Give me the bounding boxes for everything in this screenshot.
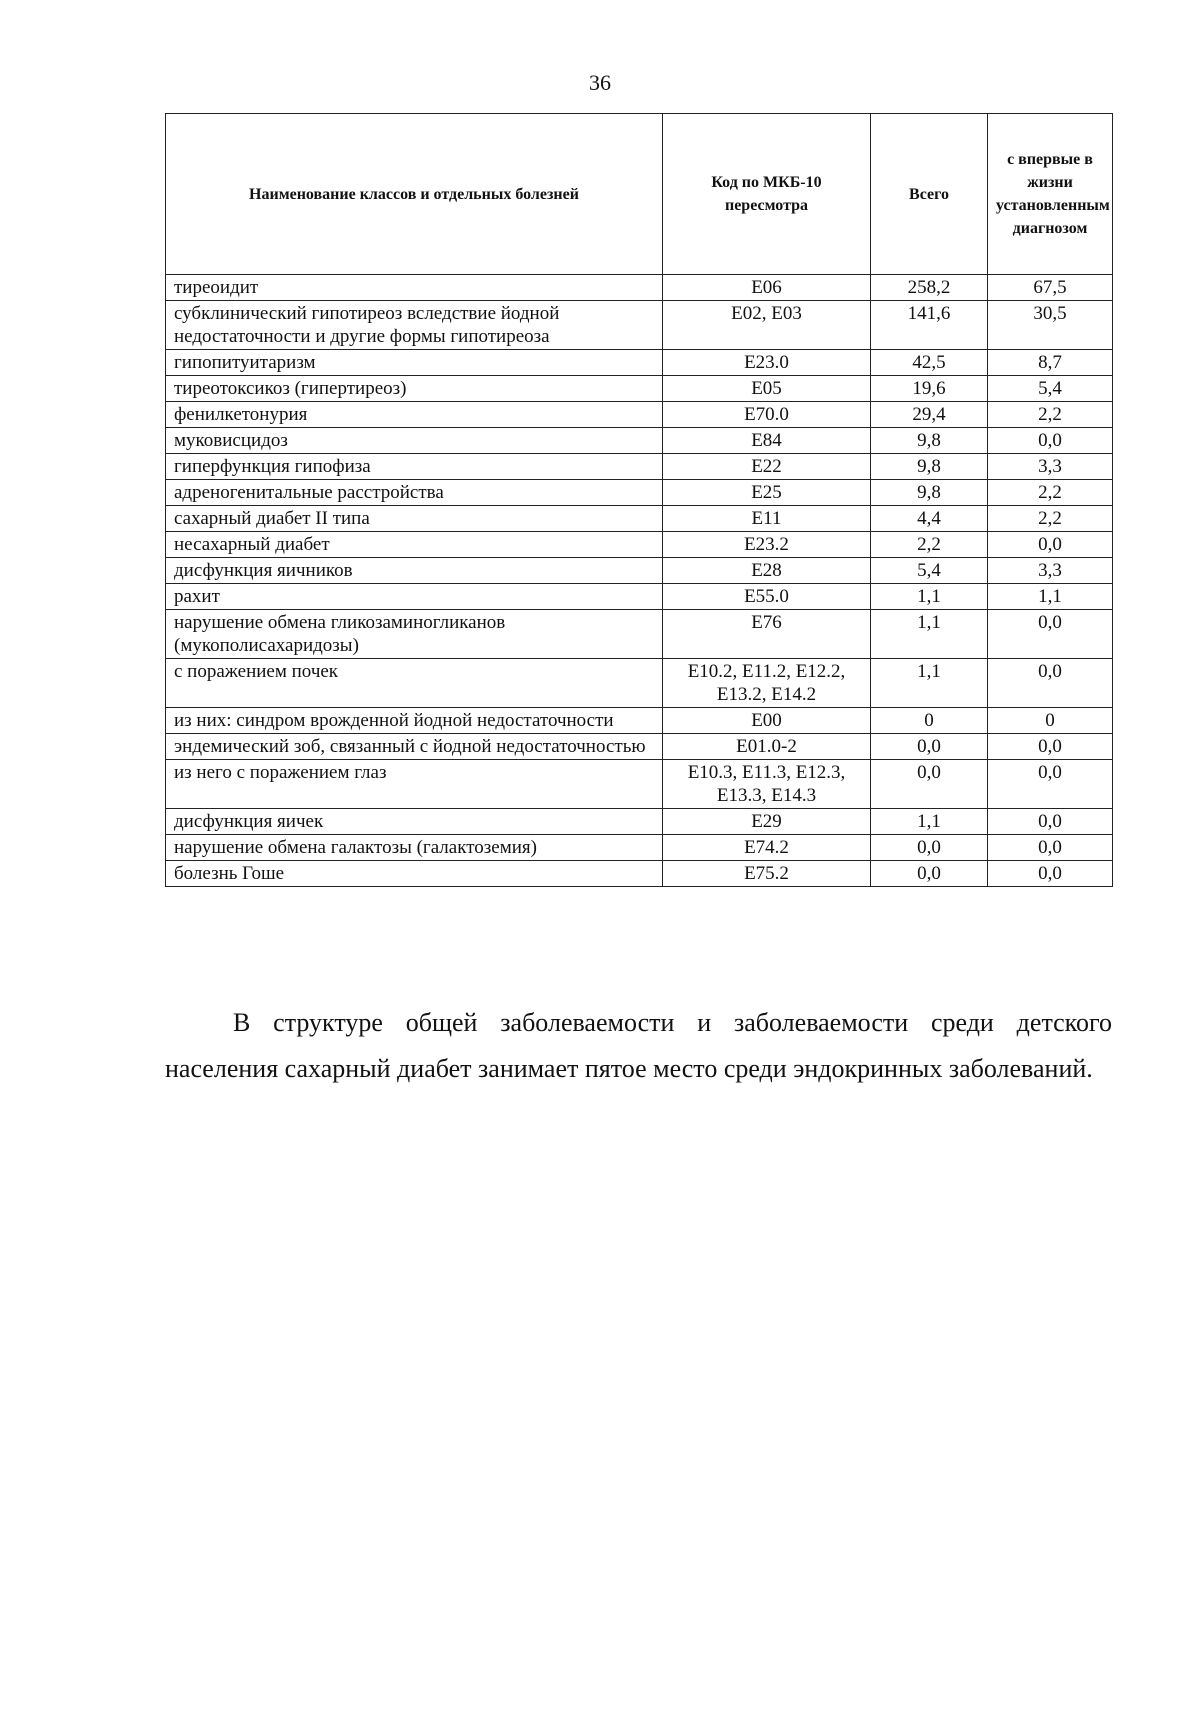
cell-first-diagnosed: 0,0 xyxy=(988,760,1113,809)
cell-first-diagnosed: 0,0 xyxy=(988,610,1113,659)
cell-first-diagnosed: 8,7 xyxy=(988,350,1113,376)
cell-icd-code: E28 xyxy=(663,558,871,584)
cell-icd-code: E01.0-2 xyxy=(663,734,871,760)
cell-total: 42,5 xyxy=(871,350,988,376)
table-body xyxy=(166,275,1113,887)
cell-icd-code: E11 xyxy=(663,506,871,532)
header-disease-name: Наименование классов и отдельных болезней xyxy=(166,114,663,275)
table-row xyxy=(166,532,1113,558)
cell-first-diagnosed: 0,0 xyxy=(988,835,1113,861)
cell-disease-name: из них: синдром врожденной йодной недостаточности xyxy=(166,708,663,734)
cell-total: 0,0 xyxy=(871,734,988,760)
table-row xyxy=(166,659,1113,708)
cell-disease-name: тиреоидит xyxy=(166,275,663,301)
table-row xyxy=(166,402,1113,428)
table-row xyxy=(166,760,1113,809)
cell-first-diagnosed: 3,3 xyxy=(988,558,1113,584)
cell-total: 19,6 xyxy=(871,376,988,402)
table-row xyxy=(166,428,1113,454)
cell-total: 0,0 xyxy=(871,861,988,887)
header-first-diagnosed: с впервые в жизни установленным диагнозом xyxy=(988,114,1113,275)
cell-total: 9,8 xyxy=(871,428,988,454)
cell-first-diagnosed: 0 xyxy=(988,708,1113,734)
cell-icd-code: E06 xyxy=(663,275,871,301)
cell-first-diagnosed: 30,5 xyxy=(988,301,1113,350)
table-row xyxy=(166,506,1113,532)
cell-disease-name: адреногенитальные расстройства xyxy=(166,480,663,506)
cell-first-diagnosed: 2,2 xyxy=(988,506,1113,532)
cell-disease-name: нарушение обмена гликозаминогликанов (мукополисахаридозы) xyxy=(166,610,663,659)
cell-disease-name: муковисцидоз xyxy=(166,428,663,454)
cell-disease-name: эндемический зоб, связанный с йодной недостаточностью xyxy=(166,734,663,760)
cell-total: 1,1 xyxy=(871,584,988,610)
cell-total: 1,1 xyxy=(871,809,988,835)
table-row xyxy=(166,558,1113,584)
body-paragraph: В структуре общей заболеваемости и заболеваемости среди детского населения сахарный диабет занимает пятое место среди эндокринных заболеваний. xyxy=(165,1008,1112,1083)
table-row xyxy=(166,376,1113,402)
table-row xyxy=(166,275,1113,301)
cell-icd-code: E10.3, E11.3, E12.3, E13.3, E14.3 xyxy=(663,760,871,809)
cell-disease-name: субклинический гипотиреоз вследствие йодной недостаточности и другие формы гипотиреоза xyxy=(166,301,663,350)
cell-icd-code: E02, E03 xyxy=(663,301,871,350)
cell-icd-code: E75.2 xyxy=(663,861,871,887)
header-icd-code: Код по МКБ-10 пересмотра xyxy=(663,114,871,275)
table-row xyxy=(166,454,1113,480)
cell-total: 5,4 xyxy=(871,558,988,584)
table-row xyxy=(166,835,1113,861)
cell-icd-code: E05 xyxy=(663,376,871,402)
cell-disease-name: тиреотоксикоз (гипертиреоз) xyxy=(166,376,663,402)
table-row xyxy=(166,809,1113,835)
cell-total: 0,0 xyxy=(871,835,988,861)
cell-icd-code: E29 xyxy=(663,809,871,835)
cell-disease-name: с поражением почек xyxy=(166,659,663,708)
cell-total: 258,2 xyxy=(871,275,988,301)
cell-first-diagnosed: 0,0 xyxy=(988,532,1113,558)
cell-icd-code: E76 xyxy=(663,610,871,659)
cell-disease-name: сахарный диабет II типа xyxy=(166,506,663,532)
cell-total: 141,6 xyxy=(871,301,988,350)
cell-first-diagnosed: 2,2 xyxy=(988,480,1113,506)
cell-icd-code: E25 xyxy=(663,480,871,506)
cell-total: 0 xyxy=(871,708,988,734)
page-number: 36 xyxy=(589,70,611,95)
cell-first-diagnosed: 0,0 xyxy=(988,861,1113,887)
table-row xyxy=(166,708,1113,734)
cell-icd-code: E23.2 xyxy=(663,532,871,558)
cell-icd-code: E55.0 xyxy=(663,584,871,610)
cell-first-diagnosed: 0,0 xyxy=(988,659,1113,708)
cell-disease-name: дисфункция яичников xyxy=(166,558,663,584)
table-row xyxy=(166,301,1113,350)
cell-total: 2,2 xyxy=(871,532,988,558)
cell-disease-name: рахит xyxy=(166,584,663,610)
cell-first-diagnosed: 5,4 xyxy=(988,376,1113,402)
cell-total: 4,4 xyxy=(871,506,988,532)
table-row xyxy=(166,734,1113,760)
cell-icd-code: E22 xyxy=(663,454,871,480)
cell-first-diagnosed: 3,3 xyxy=(988,454,1113,480)
cell-icd-code: E23.0 xyxy=(663,350,871,376)
cell-disease-name: фенилкетонурия xyxy=(166,402,663,428)
cell-icd-code: E74.2 xyxy=(663,835,871,861)
cell-icd-code: E84 xyxy=(663,428,871,454)
table-row xyxy=(166,610,1113,659)
table-row xyxy=(166,861,1113,887)
cell-disease-name: из него с поражением глаз xyxy=(166,760,663,809)
cell-disease-name: нарушение обмена галактозы (галактоземия) xyxy=(166,835,663,861)
cell-first-diagnosed: 0,0 xyxy=(988,809,1113,835)
table-row xyxy=(166,584,1113,610)
cell-total: 1,1 xyxy=(871,610,988,659)
disease-table xyxy=(165,113,1113,887)
cell-total: 1,1 xyxy=(871,659,988,708)
cell-total: 9,8 xyxy=(871,454,988,480)
cell-icd-code: E70.0 xyxy=(663,402,871,428)
cell-disease-name: гипопитуитаризм xyxy=(166,350,663,376)
cell-disease-name: болезнь Гоше xyxy=(166,861,663,887)
cell-disease-name: несахарный диабет xyxy=(166,532,663,558)
header-total: Всего xyxy=(871,114,988,275)
cell-first-diagnosed: 2,2 xyxy=(988,402,1113,428)
table-header-row xyxy=(166,114,1113,275)
table-row xyxy=(166,350,1113,376)
cell-first-diagnosed: 1,1 xyxy=(988,584,1113,610)
table-row xyxy=(166,480,1113,506)
cell-icd-code: E00 xyxy=(663,708,871,734)
cell-disease-name: гиперфункция гипофиза xyxy=(166,454,663,480)
cell-icd-code: E10.2, E11.2, E12.2, E13.2, E14.2 xyxy=(663,659,871,708)
cell-total: 29,4 xyxy=(871,402,988,428)
cell-first-diagnosed: 0,0 xyxy=(988,734,1113,760)
cell-first-diagnosed: 67,5 xyxy=(988,275,1113,301)
cell-first-diagnosed: 0,0 xyxy=(988,428,1113,454)
cell-total: 0,0 xyxy=(871,760,988,809)
cell-total: 9,8 xyxy=(871,480,988,506)
cell-disease-name: дисфункция яичек xyxy=(166,809,663,835)
